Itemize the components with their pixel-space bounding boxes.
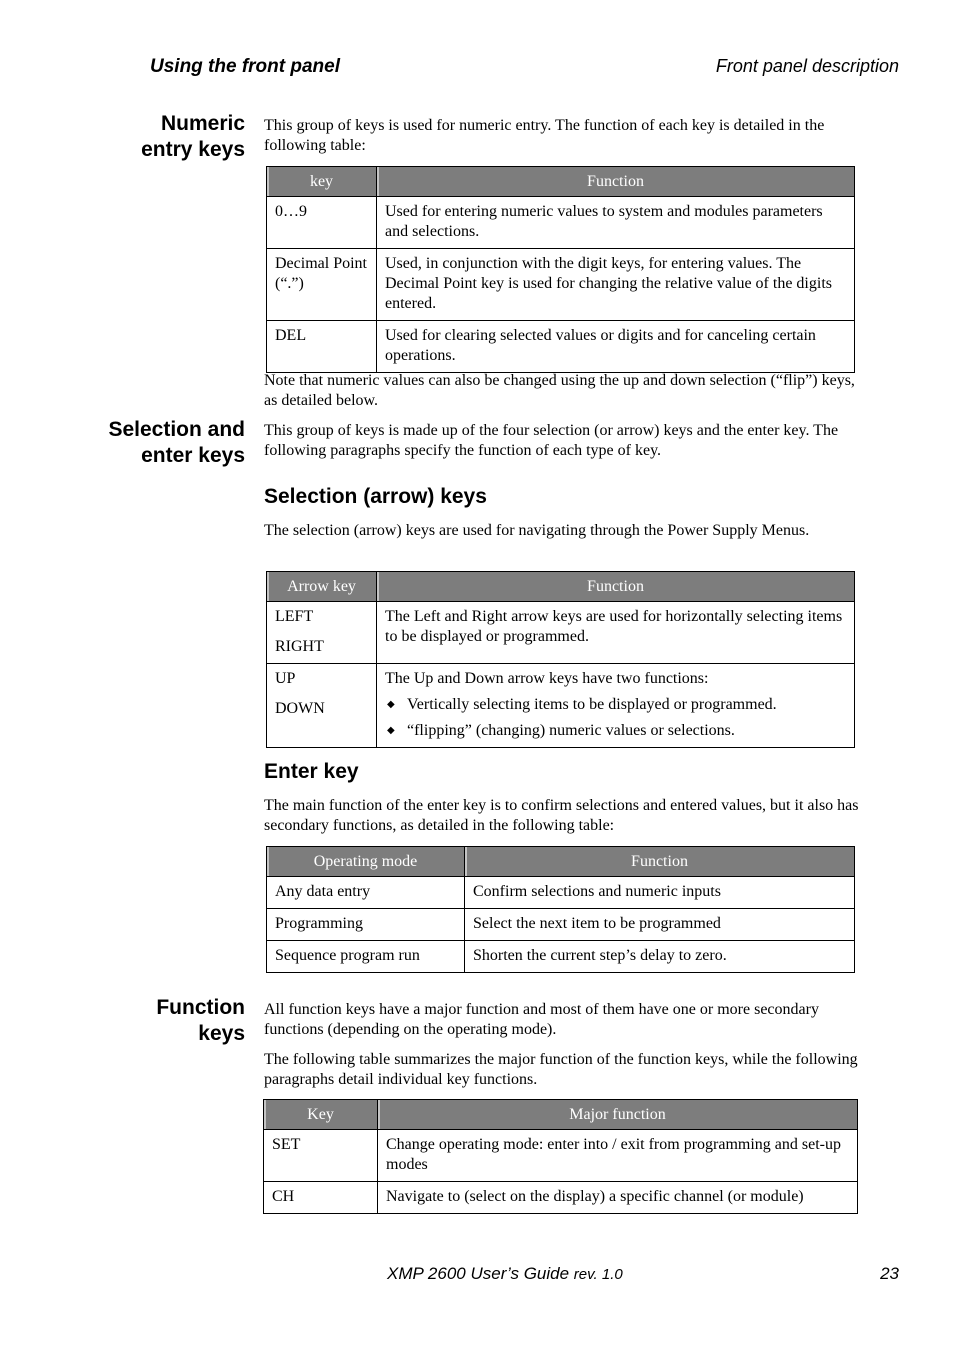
running-header-chapter: Front panel description xyxy=(715,56,899,76)
enter-key-intro: The main function of the enter key is to confirm selections and entered values, but it also has secondary functions, as detailed in the following table: xyxy=(264,797,859,834)
table-cell-function: Used, in conjunction with the digit keys, for entering values. The Decimal Point key is used for changing the relative value of the digits entered. xyxy=(377,249,855,321)
arrow-keys-intro: The selection (arrow) keys are used for navigating through the Power Supply Menus. xyxy=(264,522,810,539)
running-header-section: Using the front panel xyxy=(150,56,340,77)
column-header: Arrow key xyxy=(267,572,377,602)
table-cell-key: CH xyxy=(264,1182,378,1214)
table-cell-function: Change operating mode: enter into / exit from programming and set-up modes xyxy=(378,1130,858,1182)
table-header-row xyxy=(267,167,855,197)
column-header: Function xyxy=(377,572,855,602)
table-cell-function: Select the next item to be programmed xyxy=(465,909,855,941)
table-row xyxy=(267,941,855,973)
function-para-1: All function keys have a major function and most of them have one or more secondary functions (depending on the operating mode). xyxy=(264,1001,819,1038)
list-item: ◆ Vertically selecting items to be displayed or programmed. xyxy=(407,695,846,715)
table-row xyxy=(264,1130,858,1182)
column-header: Function xyxy=(465,847,855,877)
page-number: 23 xyxy=(880,1264,899,1283)
table-cell-mode: Programming xyxy=(267,909,465,941)
column-header: Major function xyxy=(378,1100,858,1130)
footer-title: XMP 2600 User’s Guide rev. 1.0 xyxy=(387,1264,623,1283)
table-cell-function: Navigate to (select on the display) a specific channel (or module) xyxy=(378,1182,858,1214)
list-item: ◆ “flipping” (changing) numeric values or selections. xyxy=(407,721,846,741)
numeric-intro: This group of keys is used for numeric entry. The function of each key is detailed in the following table: xyxy=(264,117,825,154)
enter-key-table xyxy=(266,846,855,973)
column-header: Operating mode xyxy=(267,847,465,877)
table-cell-function: Used for clearing selected values or digits and for canceling certain operations. xyxy=(377,321,855,373)
table-cell-function: Confirm selections and numeric inputs xyxy=(465,877,855,909)
column-header: Function xyxy=(377,167,855,197)
arrow-keys-table xyxy=(266,571,855,748)
table-cell-mode: Sequence program run xyxy=(267,941,465,973)
column-header: Key xyxy=(264,1100,378,1130)
table-cell-key: UP DOWN xyxy=(267,664,377,748)
table-row xyxy=(267,877,855,909)
function-keys-table xyxy=(263,1099,858,1214)
table-cell-key: 0…9 xyxy=(267,197,377,249)
table-header-row xyxy=(267,847,855,877)
table-cell-function: The Left and Right arrow keys are used for horizontally selecting items to be displayed or programmed. xyxy=(377,602,855,664)
table-row xyxy=(267,664,855,748)
numeric-keys-heading: Numeric entry keys xyxy=(141,112,245,161)
table-row xyxy=(267,197,855,249)
selection-keys-heading: Selection and enter keys xyxy=(108,418,245,467)
table-cell-key: Decimal Point (“.”) xyxy=(267,249,377,321)
table-header-row xyxy=(264,1100,858,1130)
bullet-list xyxy=(385,695,846,741)
table-row xyxy=(267,602,855,664)
column-header: key xyxy=(267,167,377,197)
table-cell-function: Shorten the current step’s delay to zero. xyxy=(465,941,855,973)
table-cell-mode: Any data entry xyxy=(267,877,465,909)
numeric-note: Note that numeric values can also be changed using the up and down selection (“flip”) keys, as detailed below. xyxy=(264,372,855,409)
table-cell-function: Used for entering numeric values to system and modules parameters and selections. xyxy=(377,197,855,249)
table-row xyxy=(267,321,855,373)
table-row xyxy=(264,1182,858,1214)
table-row xyxy=(267,249,855,321)
numeric-keys-table xyxy=(266,166,855,373)
table-cell-key: LEFT RIGHT xyxy=(267,602,377,664)
table-cell-function: The Up and Down arrow keys have two functions: ◆ Vertically selecting items to be displayed or programmed. ◆ “flipping” (changing) numeric values or selections. xyxy=(377,664,855,748)
arrow-keys-title: Selection (arrow) keys xyxy=(264,485,487,508)
selection-intro: This group of keys is made up of the four selection (or arrow) keys and the enter key. The following paragraphs specify the function of each type of key. xyxy=(264,422,839,459)
table-cell-key: DEL xyxy=(267,321,377,373)
table-header-row xyxy=(267,572,855,602)
table-row xyxy=(267,909,855,941)
table-cell-key: SET xyxy=(264,1130,378,1182)
function-para-2: The following table summarizes the major function of the function keys, while the following paragraphs detail individual key functions. xyxy=(264,1051,858,1088)
function-keys-heading: Function keys xyxy=(156,996,245,1045)
enter-key-title: Enter key xyxy=(264,760,359,783)
